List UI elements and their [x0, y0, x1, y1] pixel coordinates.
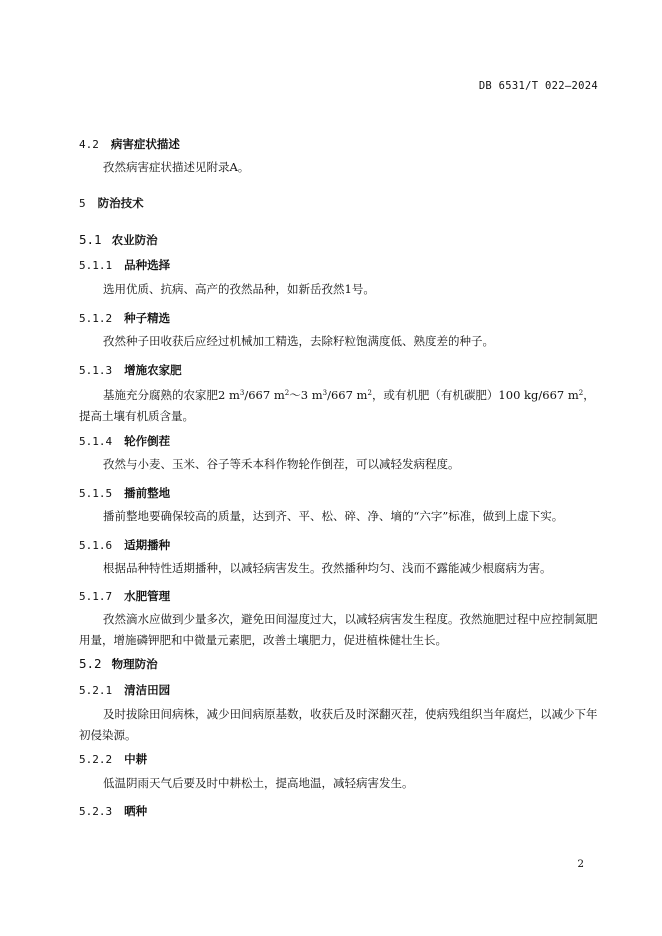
- heading-title: 中耕: [124, 752, 148, 766]
- heading-number: 5.2: [79, 656, 102, 671]
- heading-number: 5.1.1: [79, 259, 113, 272]
- heading-number: 5.2.3: [79, 805, 113, 818]
- heading-5-2-1: [79, 682, 170, 698]
- document-code: DB 6531/T 022—2024: [478, 80, 598, 92]
- heading-title: 品种选择: [124, 258, 171, 272]
- paragraph: 播前整地要确保较高的质量，达到齐、平、松、碎、净、墒的“六字”标准，做到上虚下实。: [103, 509, 564, 523]
- heading-number: 5.1.2: [79, 312, 113, 325]
- heading-title: 增施农家肥: [124, 363, 182, 377]
- heading-number: 5.1.5: [79, 487, 113, 500]
- heading-number: 5.1.6: [79, 539, 113, 552]
- paragraph: 根据品种特性适期播种，以减轻病害发生。孜然播种均匀、浅而不露能减少根腐病为害。: [103, 561, 552, 575]
- heading-5-1-3: [79, 362, 182, 378]
- paragraph: 孜然种子田收获后应经过机械加工精选，去除籽粒饱满度低、熟度差的种子。: [103, 334, 494, 348]
- paragraph: 孜然滴水应做到少量多次，避免田间湿度过大，以减轻病害发生程度。孜然施肥过程中应控制氮肥用量，增施磷钾肥和中微量元素肥，改善土壤肥力，促进植株健壮生长。: [79, 612, 598, 647]
- heading-5-2: [79, 656, 158, 672]
- paragraph: 选用优质、抗病、高产的孜然品种，如新岳孜然1号。: [103, 282, 375, 296]
- paragraph: 孜然病害症状描述见附录A。: [103, 160, 250, 174]
- heading-number: 5.1: [79, 232, 102, 247]
- heading-5-1-5: [79, 485, 170, 501]
- paragraph-fertilizer: 基施充分腐熟的农家肥2 $m^3/667$ $m^2\sim 3$ $m^3/667$ $m^2$，或有机肥（有机碳肥）100 kg/667 $m^2$，提高土壤有机质含量。: [79, 388, 595, 423]
- heading-title: 播前整地: [124, 486, 171, 500]
- paragraph: 及时拔除田间病株，减少田间病原基数，收获后及时深翻灭茬，使病残组织当年腐烂，以减少下年初侵染源。: [79, 707, 598, 742]
- heading-title: 轮作倒茬: [124, 434, 171, 448]
- heading-number: 5.2.1: [79, 684, 113, 697]
- heading-5-1-7: [79, 588, 170, 604]
- heading-title: 病害症状描述: [110, 137, 180, 151]
- heading-number: 5.1.3: [79, 364, 113, 377]
- heading-title: 物理防治: [111, 657, 158, 671]
- heading-title: 防治技术: [97, 196, 144, 210]
- heading-title: 种子精选: [124, 311, 171, 325]
- heading-5: [79, 195, 144, 211]
- heading-number: 5.2.2: [79, 753, 113, 766]
- heading-title: 晒种: [124, 804, 148, 818]
- heading-title: 水肥管理: [124, 589, 171, 603]
- heading-title: 适期播种: [124, 538, 171, 552]
- heading-5-1-2: [79, 310, 170, 326]
- heading-5-2-3: [79, 803, 147, 819]
- heading-title: 农业防治: [111, 233, 158, 247]
- heading-title: 清洁田园: [124, 683, 171, 697]
- paragraph: 孜然与小麦、玉米、谷子等禾本科作物轮作倒茬，可以减轻发病程度。: [103, 457, 460, 471]
- heading-5-2-2: [79, 751, 147, 767]
- heading-5-1: [79, 232, 158, 248]
- heading-5-1-4: [79, 433, 170, 449]
- paragraph: 低温阴雨天气后要及时中耕松土，提高地温，减轻病害发生。: [103, 776, 414, 790]
- heading-5-1-6: [79, 537, 170, 553]
- page-number: 2: [577, 858, 584, 870]
- heading-number: 5.1.7: [79, 590, 113, 603]
- heading-5-1-1: [79, 257, 170, 273]
- heading-4-2: [79, 136, 180, 152]
- heading-number: 5: [79, 197, 86, 210]
- heading-number: 4.2: [79, 138, 99, 151]
- heading-number: 5.1.4: [79, 435, 113, 448]
